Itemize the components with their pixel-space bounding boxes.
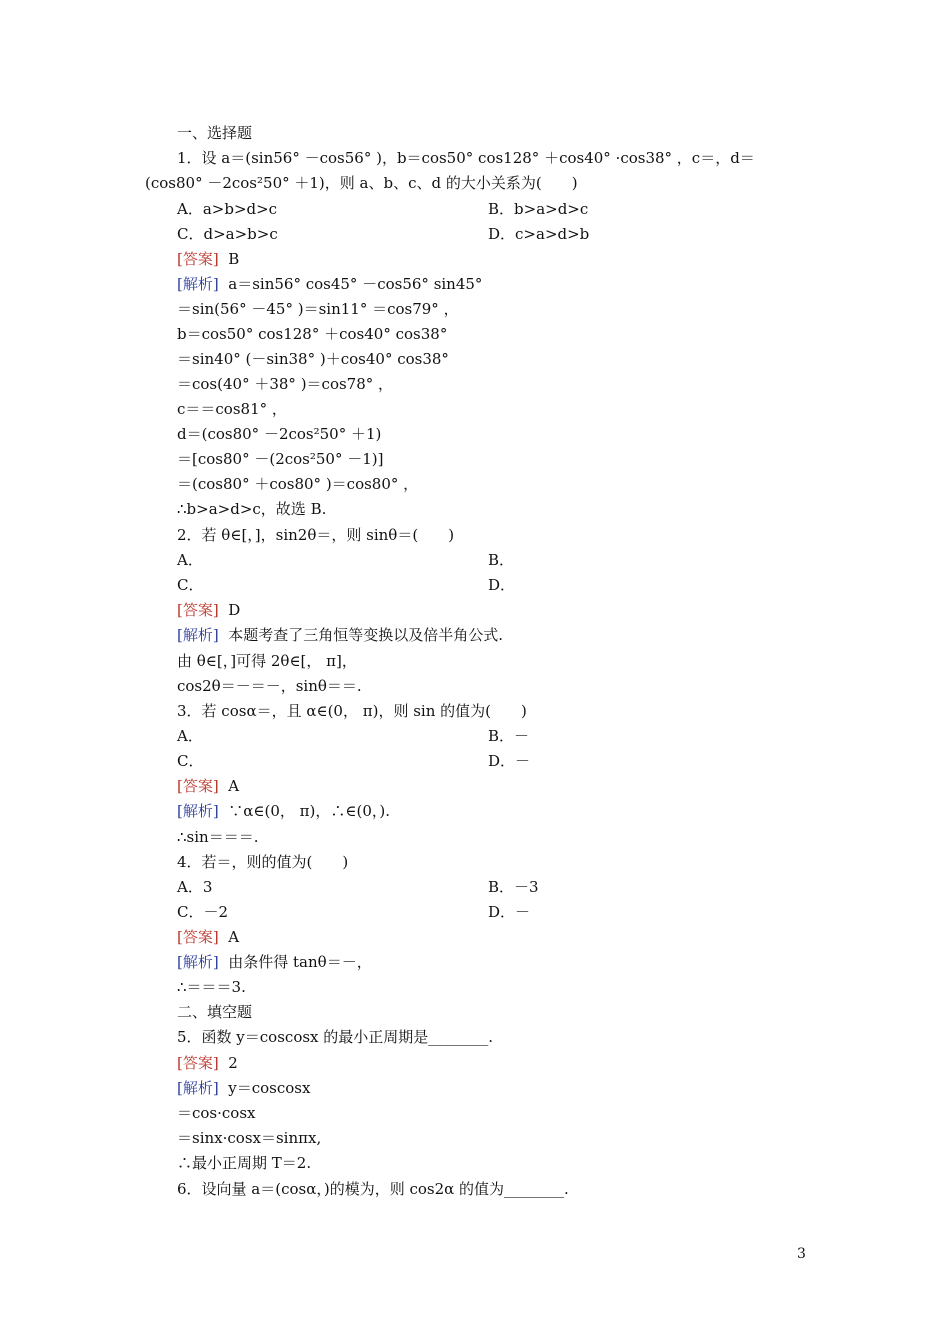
q3-analysis-row — [177, 801, 390, 821]
q1-step: b＝cos50° cos128° ＋cos40° cos38° — [177, 325, 448, 343]
section-heading-fill: 二、填空题 — [177, 1003, 253, 1021]
analysis-label: [解析] — [177, 953, 219, 971]
question-1-line-1: 1．设 a＝(sin56° －cos56° )，b＝cos50° cos128° ＋cos40° ·cos38° ，c＝，d＝ — [177, 149, 755, 167]
q2-option-a: A． — [177, 551, 203, 569]
q3-option-a: A． — [177, 727, 203, 745]
question-6-stem: 6．设向量 a＝(cosα，)的模为，则 cos2α 的值为________. — [177, 1180, 569, 1198]
q4-answer-row — [177, 927, 239, 947]
q5-answer-value: 2 — [228, 1054, 238, 1072]
q4-analysis-text: 由条件得 tanθ＝－， — [228, 953, 372, 971]
q3-answer-row — [177, 776, 239, 796]
answer-label: [答案] — [177, 250, 219, 268]
q1-step: ∴b>a>d>c，故选 B. — [177, 500, 327, 518]
q5-analysis-row — [177, 1078, 310, 1098]
analysis-label: [解析] — [177, 802, 219, 820]
q1-option-a: A．a>b>d>c — [177, 200, 278, 218]
answer-label: [答案] — [177, 777, 219, 795]
q3-option-c: C． — [177, 752, 204, 770]
q2-option-b: B． — [488, 551, 515, 569]
q5-step: ∴最小正周期 T＝2. — [177, 1154, 312, 1172]
q1-step: ＝sin40° (－sin38° )＋cos40° cos38° — [177, 350, 449, 368]
q3-answer-value: A — [228, 777, 240, 795]
q1-analysis-text: a＝sin56° cos45° －cos56° sin45° — [228, 275, 483, 293]
q1-option-b: B．b>a>d>c — [488, 200, 589, 218]
q2-option-c: C． — [177, 576, 204, 594]
q4-analysis-row — [177, 952, 372, 972]
q5-step: ＝sinx·cosx＝sinπx, — [177, 1129, 322, 1147]
q1-step: ＝cos(40° ＋38° )＝cos78° ， — [177, 375, 394, 393]
q1-step: ＝sin(56° －45° )＝sin11° ＝cos79° ， — [177, 300, 459, 318]
q5-analysis-text: y＝coscosx — [228, 1079, 311, 1097]
q1-option-d: D．c>a>d>b — [488, 225, 590, 243]
page-number: 3 — [797, 1246, 806, 1262]
q5-step: ＝cos·cosx — [177, 1104, 256, 1122]
q2-analysis-text: 本题考查了三角恒等变换以及倍半角公式. — [228, 626, 504, 644]
question-5-stem: 5．函数 y＝coscosx 的最小正周期是________. — [177, 1028, 494, 1046]
q1-step: d＝(cos80° －2cos²50° ＋1) — [177, 425, 382, 443]
q3-analysis-text: ∵α∈(0， π)，∴∈(0，). — [228, 802, 390, 820]
answer-label: [答案] — [177, 601, 219, 619]
q4-option-b: B．－3 — [488, 878, 539, 896]
answer-label: [答案] — [177, 1054, 219, 1072]
q2-answer-row — [177, 600, 240, 620]
q1-step: ＝[cos80° －(2cos²50° －1)] — [177, 450, 384, 468]
analysis-label: [解析] — [177, 275, 219, 293]
question-4-stem: 4．若＝，则的值为( ) — [177, 853, 349, 871]
q2-answer-value: D — [228, 601, 241, 619]
question-3-stem: 3．若 cosα＝，且 α∈(0， π)，则 sin 的值为( ) — [177, 702, 527, 720]
q5-answer-row — [177, 1053, 238, 1073]
section-heading-choice: 一、选择题 — [177, 124, 253, 142]
analysis-label: [解析] — [177, 626, 219, 644]
q3-option-d: D．－ — [488, 752, 531, 770]
q2-step: cos2θ＝－＝－，sinθ＝＝. — [177, 677, 362, 695]
q3-step: ∴sin＝＝＝. — [177, 828, 259, 846]
q2-option-d: D． — [488, 576, 516, 594]
q2-step: 由 θ∈[，]可得 2θ∈[， π]， — [177, 652, 357, 670]
q1-option-c: C．d>a>b>c — [177, 225, 278, 243]
q1-answer-value: B — [228, 250, 240, 268]
question-1-line-2: (cos80° －2cos²50° ＋1)，则 a、b、c、d 的大小关系为( ) — [145, 174, 578, 192]
q4-option-c: C．－2 — [177, 903, 229, 921]
q1-step: c＝＝cos81° ， — [177, 400, 287, 418]
q1-analysis-row — [177, 274, 482, 294]
q4-option-d: D．－ — [488, 903, 531, 921]
q2-analysis-row — [177, 625, 503, 645]
q1-step: ＝(cos80° ＋cos80° )＝cos80° ， — [177, 475, 419, 493]
q4-answer-value: A — [228, 928, 240, 946]
question-2-stem: 2．若 θ∈[，]，sin2θ＝，则 sinθ＝( ) — [177, 526, 455, 544]
q3-option-b: B．－ — [488, 727, 530, 745]
answer-label: [答案] — [177, 928, 219, 946]
q4-step: ∴＝＝＝3. — [177, 978, 246, 996]
q1-answer-row — [177, 249, 239, 269]
q4-option-a: A．3 — [177, 878, 213, 896]
analysis-label: [解析] — [177, 1079, 219, 1097]
